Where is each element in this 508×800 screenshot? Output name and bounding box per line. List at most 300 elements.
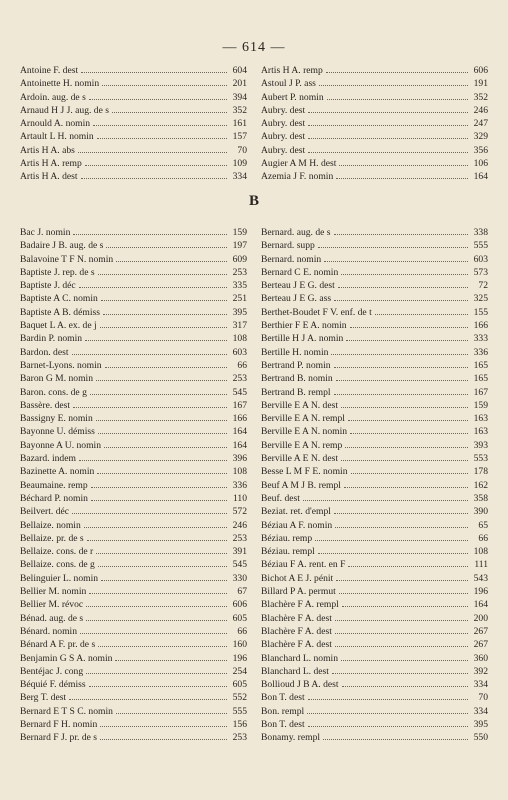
dot-leader	[323, 739, 468, 740]
dot-leader	[103, 314, 227, 315]
index-entry	[20, 652, 247, 665]
entry-name: Berteau J E G. dest	[261, 280, 335, 292]
entry-page-number: 159	[232, 227, 247, 238]
entry-page-number: 157	[232, 131, 247, 143]
index-entry	[20, 239, 247, 252]
index-entry	[261, 532, 488, 545]
dot-leader	[327, 99, 468, 100]
index-entry	[20, 279, 247, 292]
dot-leader	[86, 673, 227, 674]
entry-name: Bernard. supp	[261, 240, 315, 252]
entry-page-number: 66	[237, 625, 247, 637]
index-entry	[20, 399, 247, 412]
entry-page-number: 108	[473, 546, 488, 558]
index-entry	[261, 439, 488, 452]
dot-leader	[336, 580, 468, 581]
index-entry	[261, 492, 488, 505]
entry-name: Bardon. dest	[20, 346, 69, 358]
entry-page-number: 167	[473, 386, 488, 398]
index-entry	[20, 678, 247, 691]
index-entry	[20, 292, 247, 305]
dot-leader	[112, 112, 227, 113]
entry-page-number: 246	[232, 519, 247, 531]
dot-leader	[339, 593, 468, 594]
index-entry	[261, 558, 488, 571]
entry-name: Badaire J B. aug. de s	[20, 240, 104, 252]
entry-name: Berville E A N. nomin	[261, 426, 348, 438]
dot-leader	[326, 72, 468, 73]
index-entry	[261, 505, 488, 518]
index-section-b	[20, 226, 488, 745]
entry-name: Berthier F E A. nomin	[261, 320, 347, 332]
dot-leader	[375, 314, 468, 315]
entry-name: Artault L H. nomin	[20, 131, 94, 143]
entry-name: Arnaud H J J. aug. de s	[20, 104, 109, 116]
entry-name: Artis H A. remp	[20, 158, 82, 170]
entry-page-number: 108	[232, 466, 247, 478]
entry-name: Bassigny E. nomin	[20, 413, 93, 425]
entry-name: Bon. rempl	[261, 705, 305, 717]
dot-leader	[106, 247, 227, 248]
dot-leader	[101, 300, 227, 301]
index-entry	[20, 545, 247, 558]
index-entry	[20, 585, 247, 598]
index-column-left	[20, 226, 247, 745]
entry-name: Bellier M. nomin	[20, 586, 87, 598]
index-entry	[20, 425, 247, 438]
entry-page-number: 156	[232, 718, 247, 730]
index-entry	[261, 226, 488, 239]
entry-page-number: 72	[478, 280, 488, 292]
dot-leader	[308, 138, 468, 139]
dot-leader	[115, 660, 227, 661]
index-entry	[20, 532, 247, 545]
index-entry	[261, 346, 488, 359]
entry-page-number: 555	[473, 240, 488, 252]
entry-name: Baptiste A C. nomin	[20, 293, 98, 305]
entry-name: Azemia J F. nomin	[261, 171, 334, 183]
entry-name: Blachère F A. dest	[261, 612, 332, 624]
index-entry	[261, 386, 488, 399]
entry-name: Bassère. dest	[20, 399, 71, 411]
index-entry	[261, 545, 488, 558]
entry-page-number: 70	[237, 144, 247, 156]
index-entry	[261, 372, 488, 385]
entry-name: Bichot A E J. pénit	[261, 572, 334, 584]
entry-page-number: 335	[232, 280, 247, 292]
index-entry	[261, 77, 488, 90]
dot-leader	[86, 606, 227, 607]
dot-leader	[348, 566, 468, 567]
dot-leader	[350, 327, 468, 328]
entry-page-number: 605	[232, 679, 247, 691]
entry-page-number: 543	[473, 572, 488, 584]
entry-name: Baptiste J. déc	[20, 280, 76, 292]
index-entry	[20, 130, 247, 143]
dot-leader	[308, 699, 468, 700]
dot-leader	[85, 340, 227, 341]
entry-page-number: 163	[473, 413, 488, 425]
index-entry	[261, 170, 488, 183]
entry-page-number: 603	[232, 346, 247, 358]
entry-name: Bénad. aug. de s	[20, 612, 84, 624]
index-entry	[20, 479, 247, 492]
entry-name: Aubry. dest	[261, 118, 306, 130]
index-entry	[261, 157, 488, 170]
entry-name: Bertrand B. nomin	[261, 373, 333, 385]
dot-leader	[344, 487, 468, 488]
dot-leader	[89, 99, 227, 100]
dot-leader	[346, 340, 468, 341]
entry-name: Blachère F A. rempl	[261, 599, 339, 611]
entry-page-number: 251	[232, 293, 247, 305]
dot-leader	[98, 274, 227, 275]
entry-name: Bertille H J A. nomin	[261, 333, 344, 345]
index-entry	[20, 64, 247, 77]
index-entry	[20, 598, 247, 611]
dot-leader	[345, 447, 468, 448]
dot-leader	[69, 699, 227, 700]
entry-page-number: 163	[473, 426, 488, 438]
entry-page-number: 553	[473, 453, 488, 465]
dot-leader	[72, 513, 227, 514]
entry-name: Bayonne A U. nomin	[20, 439, 102, 451]
dot-leader	[350, 433, 468, 434]
entry-page-number: 606	[473, 65, 488, 76]
dot-leader	[339, 165, 468, 166]
index-entry	[20, 665, 247, 678]
index-entry	[20, 226, 247, 239]
entry-page-number: 267	[473, 625, 488, 637]
entry-name: Besse L M F E. nomin	[261, 466, 348, 478]
entry-name: Berville E A N. remp	[261, 439, 343, 451]
entry-name: Bazard. indem	[20, 453, 76, 465]
dot-leader	[85, 165, 227, 166]
entry-page-number: 70	[478, 692, 488, 704]
entry-page-number: 605	[232, 612, 247, 624]
entry-page-number: 395	[232, 306, 247, 318]
index-entry	[20, 558, 247, 571]
entry-page-number: 338	[473, 227, 488, 238]
index-entry	[20, 306, 247, 319]
dot-leader	[96, 420, 227, 421]
entry-page-number: 336	[473, 346, 488, 358]
index-entry	[20, 439, 247, 452]
dot-leader	[341, 274, 468, 275]
index-entry	[261, 412, 488, 425]
entry-name: Bellier M. révoc	[20, 599, 84, 611]
dot-leader	[98, 566, 227, 567]
index-entry	[20, 359, 247, 372]
dot-leader	[335, 646, 468, 647]
entry-name: Berg T. dest	[20, 692, 67, 704]
entry-name: Bonamy. rempl	[261, 732, 321, 744]
entry-page-number: 196	[473, 586, 488, 598]
entry-page-number: 246	[473, 104, 488, 116]
index-entry	[261, 479, 488, 492]
entry-page-number: 603	[473, 253, 488, 265]
index-entry	[20, 572, 247, 585]
entry-page-number: 167	[232, 399, 247, 411]
entry-name: Arnould A. nomin	[20, 118, 91, 130]
index-entry	[20, 104, 247, 117]
index-entry	[261, 91, 488, 104]
index-entry	[261, 425, 488, 438]
dot-leader	[341, 407, 468, 408]
index-entry	[261, 399, 488, 412]
dot-leader	[319, 85, 468, 86]
dot-leader	[342, 686, 468, 687]
dot-leader	[93, 125, 227, 126]
entry-page-number: 165	[473, 373, 488, 385]
entry-name: Blachère F A. dest	[261, 639, 332, 651]
dot-leader	[78, 152, 227, 153]
entry-page-number: 164	[473, 171, 488, 183]
dot-leader	[334, 513, 468, 514]
index-entry	[261, 519, 488, 532]
dot-leader	[97, 138, 227, 139]
entry-page-number: 164	[473, 599, 488, 611]
dot-leader	[334, 367, 468, 368]
dot-leader	[318, 553, 468, 554]
dot-leader	[116, 261, 227, 262]
entry-page-number: 161	[232, 118, 247, 130]
entry-name: Balavoine T F N. nomin	[20, 253, 114, 265]
entry-name: Berville E A N. rempl	[261, 413, 345, 425]
entry-page-number: 253	[232, 266, 247, 278]
entry-name: Beuf. dest	[261, 492, 300, 504]
entry-name: Bac J. nomin	[20, 227, 71, 238]
index-entry	[261, 665, 488, 678]
index-entry	[20, 691, 247, 704]
dot-leader	[100, 726, 227, 727]
entry-page-number: 164	[232, 426, 247, 438]
entry-name: Béziau A F. nomin	[261, 519, 333, 531]
index-entry	[20, 412, 247, 425]
dot-leader	[98, 433, 227, 434]
entry-name: Bon T. dest	[261, 692, 305, 704]
index-entry	[261, 266, 488, 279]
entry-page-number: 358	[473, 492, 488, 504]
index-entry	[20, 144, 247, 157]
index-entry	[261, 585, 488, 598]
entry-name: Bellaize. cons. de g	[20, 559, 95, 571]
entry-name: Bertille H. nomin	[261, 346, 329, 358]
index-entry	[20, 319, 247, 332]
dot-leader	[341, 460, 468, 461]
entry-page-number: 396	[232, 453, 247, 465]
dot-leader	[341, 660, 468, 661]
entry-page-number: 165	[473, 359, 488, 371]
index-entry	[261, 638, 488, 651]
entry-name: Blanchard L. nomin	[261, 652, 338, 664]
index-entry	[20, 117, 247, 130]
entry-page-number: 164	[232, 439, 247, 451]
dot-leader	[90, 394, 227, 395]
dot-leader	[81, 178, 227, 179]
entry-page-number: 159	[473, 399, 488, 411]
entry-name: Beziat. ret. d'empl	[261, 506, 331, 518]
index-entry	[20, 77, 247, 90]
index-entry	[261, 104, 488, 117]
dot-leader	[89, 593, 227, 594]
letter-heading: B	[248, 193, 259, 209]
index-entry	[261, 64, 488, 77]
entry-page-number: 65	[478, 519, 488, 531]
dot-leader	[105, 367, 227, 368]
entry-page-number: 604	[232, 65, 247, 76]
index-section-a	[20, 64, 488, 184]
dot-leader	[315, 540, 468, 541]
dot-leader	[86, 620, 227, 621]
index-entry	[20, 612, 247, 625]
dot-leader	[336, 380, 468, 381]
entry-page-number: 66	[237, 359, 247, 371]
entry-name: Béziau F A. rent. en F	[261, 559, 346, 571]
entry-page-number: 334	[473, 705, 488, 717]
entry-name: Berville A E N. dest	[261, 453, 339, 465]
dot-leader	[308, 125, 468, 126]
entry-page-number: 178	[473, 466, 488, 478]
dot-leader	[334, 300, 468, 301]
index-entry	[261, 130, 488, 143]
entry-page-number: 67	[237, 586, 247, 598]
entry-page-number: 166	[232, 413, 247, 425]
index-entry	[20, 266, 247, 279]
entry-name: Bon T. dest	[261, 718, 305, 730]
entry-page-number: 160	[232, 639, 247, 651]
entry-name: Bardin P. nomin	[20, 333, 83, 345]
entry-name: Baquet L A. ex. de j	[20, 320, 97, 332]
entry-page-number: 166	[473, 320, 488, 332]
index-entry	[261, 292, 488, 305]
index-entry	[261, 359, 488, 372]
index-entry	[261, 279, 488, 292]
entry-name: Baron G M. nomin	[20, 373, 94, 385]
index-entry	[20, 492, 247, 505]
dot-leader	[335, 620, 468, 621]
dot-leader	[334, 234, 468, 235]
index-entry	[261, 144, 488, 157]
entry-name: Billard P A. permut	[261, 586, 336, 598]
dot-leader	[331, 354, 468, 355]
dot-leader	[336, 178, 468, 179]
entry-name: Baptiste A B. démiss	[20, 306, 100, 318]
dot-leader	[102, 85, 227, 86]
entry-page-number: 552	[232, 692, 247, 704]
entry-page-number: 106	[473, 158, 488, 170]
entry-page-number: 111	[474, 559, 488, 571]
entry-page-number: 254	[232, 665, 247, 677]
dot-leader	[97, 473, 227, 474]
entry-name: Augier A M H. dest	[261, 158, 337, 170]
entry-name: Blanchard L. dest	[261, 665, 329, 677]
entry-name: Bayonne U. démiss	[20, 426, 95, 438]
dot-leader	[100, 327, 227, 328]
entry-page-number: 555	[232, 705, 247, 717]
index-entry	[261, 598, 488, 611]
index-entry	[261, 452, 488, 465]
dot-leader	[335, 633, 468, 634]
entry-page-number: 356	[473, 144, 488, 156]
entry-name: Bentéjac J. cong	[20, 665, 84, 677]
entry-page-number: 609	[232, 253, 247, 265]
index-entry	[261, 625, 488, 638]
index-entry	[20, 332, 247, 345]
entry-name: Béziau. rempl	[261, 546, 315, 558]
index-entry	[261, 117, 488, 130]
index-entry	[20, 705, 247, 718]
dot-leader	[332, 673, 468, 674]
index-entry	[261, 705, 488, 718]
index-entry	[261, 678, 488, 691]
dot-leader	[342, 606, 468, 607]
entry-name: Ardoin. aug. de s	[20, 91, 86, 103]
dot-leader	[89, 686, 227, 687]
entry-page-number: 197	[232, 240, 247, 252]
entry-page-number: 545	[232, 386, 247, 398]
entry-name: Aubry. dest	[261, 131, 306, 143]
entry-name: Bertrand P. nomin	[261, 359, 331, 371]
index-entry	[261, 731, 488, 744]
index-entry	[261, 253, 488, 266]
dot-leader	[116, 713, 227, 714]
dot-leader	[334, 394, 468, 395]
entry-name: Berthet-Boudet F V. enf. de t	[261, 306, 372, 318]
entry-page-number: 109	[232, 158, 247, 170]
dot-leader	[73, 234, 227, 235]
index-entry	[20, 505, 247, 518]
index-entry	[20, 170, 247, 183]
entry-page-number: 360	[473, 652, 488, 664]
dot-leader	[308, 112, 468, 113]
dot-leader	[80, 633, 227, 634]
entry-page-number: 110	[232, 492, 247, 504]
dot-leader	[351, 473, 468, 474]
entry-page-number: 200	[473, 612, 488, 624]
dot-leader	[96, 553, 227, 554]
entry-name: Bénard. nomin	[20, 625, 78, 637]
dot-leader	[303, 500, 468, 501]
index-entry	[20, 157, 247, 170]
index-column-left	[20, 64, 247, 184]
entry-name: Benjamin G S A. nomin	[20, 652, 113, 664]
index-entry	[20, 386, 247, 399]
entry-name: Blachère F A. dest	[261, 625, 332, 637]
index-entry	[261, 612, 488, 625]
dot-leader	[324, 261, 468, 262]
dot-leader	[338, 287, 468, 288]
entry-name: Antoinette H. nomin	[20, 78, 100, 90]
entry-page-number: 550	[473, 732, 488, 744]
entry-name: Beilvert. déc	[20, 506, 70, 518]
dot-leader	[98, 646, 227, 647]
entry-page-number: 334	[473, 679, 488, 691]
dot-leader	[307, 713, 468, 714]
entry-page-number: 352	[473, 91, 488, 103]
entry-page-number: 606	[232, 599, 247, 611]
dot-leader	[308, 726, 468, 727]
index-column-right	[261, 226, 488, 745]
entry-name: Bernard C E. nomin	[261, 266, 339, 278]
index-entry	[20, 372, 247, 385]
index-entry	[20, 452, 247, 465]
entry-name: Bazinette A. nomin	[20, 466, 95, 478]
dot-leader	[79, 287, 227, 288]
dot-leader	[81, 72, 227, 73]
dot-leader	[101, 580, 227, 581]
entry-name: Baptiste J. rep. de s	[20, 266, 95, 278]
